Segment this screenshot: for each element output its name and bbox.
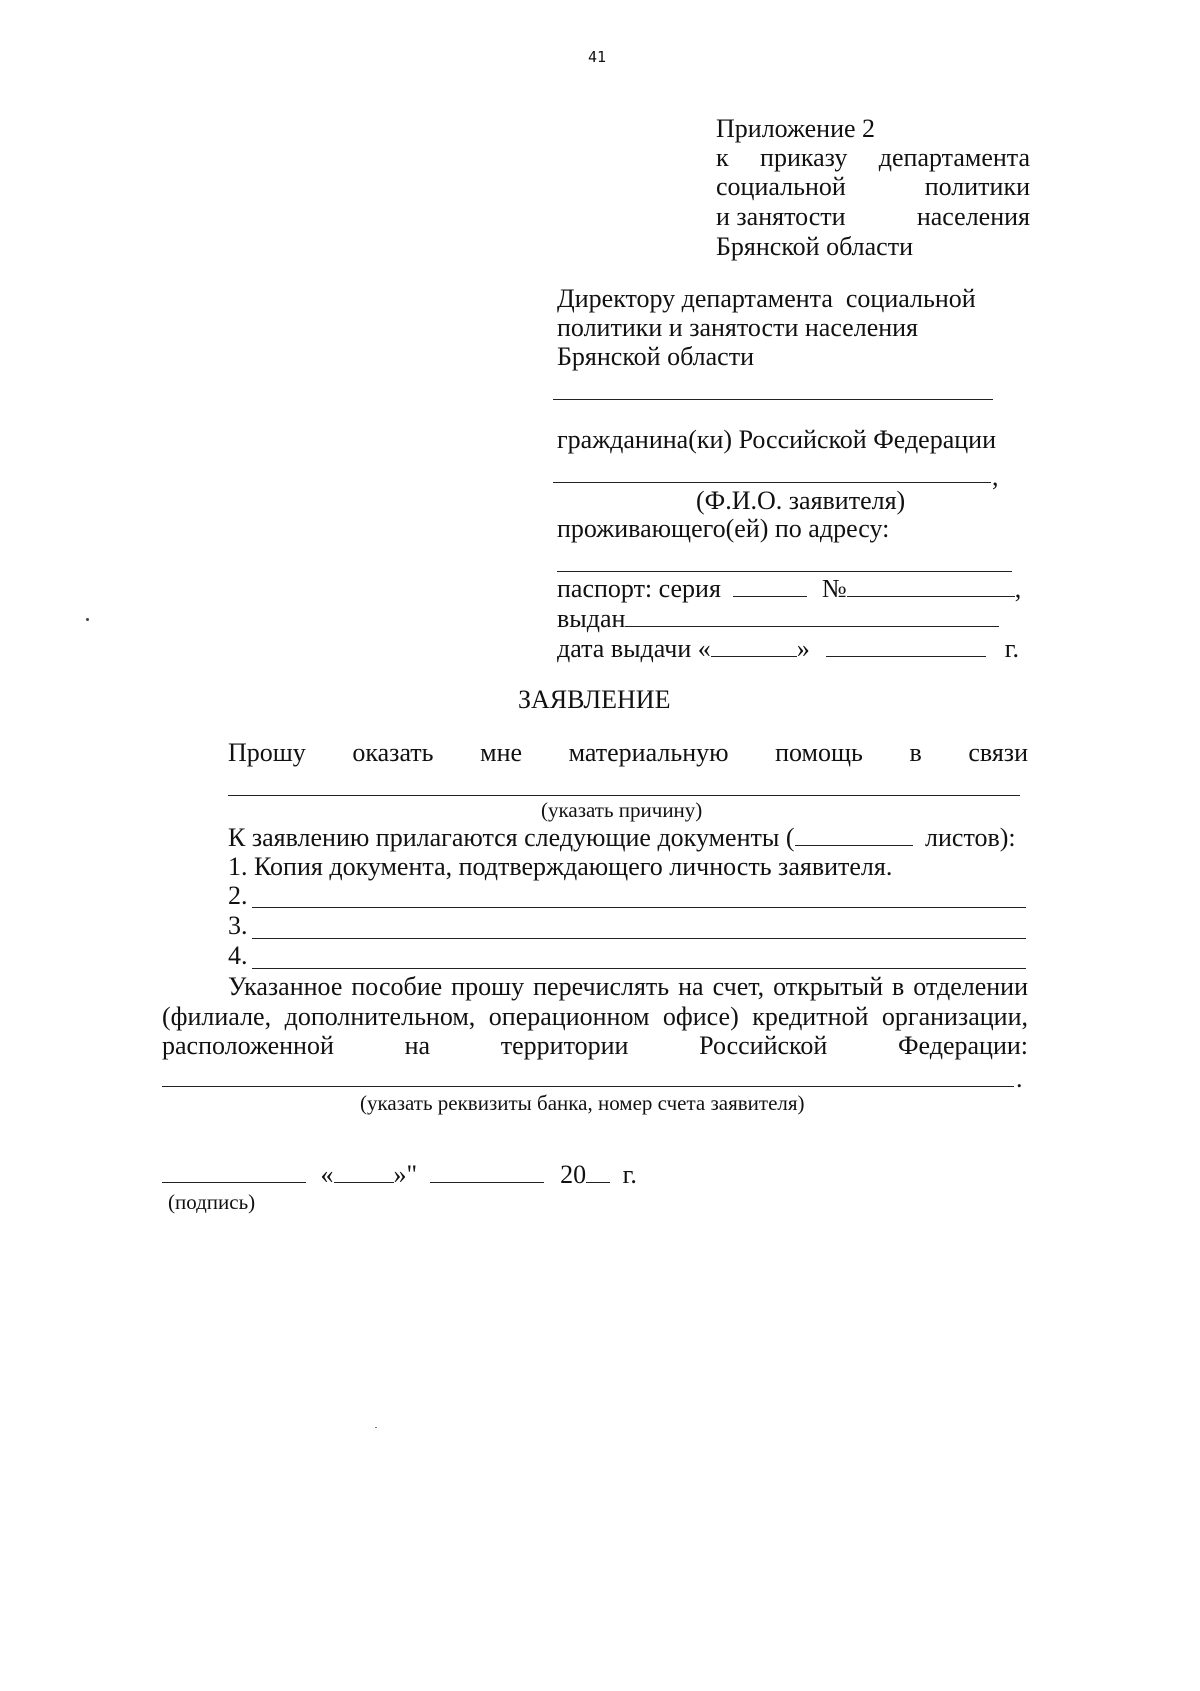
annex-line-4 <box>716 202 1030 232</box>
applicant-name-comma: , <box>992 462 999 491</box>
passport-comma: , <box>1014 574 1022 603</box>
word: расположенной <box>162 1031 334 1060</box>
word: Федерации: <box>897 1031 1028 1060</box>
sig-year-suffix: г. <box>622 1160 637 1189</box>
sig-year-prefix: 20 <box>560 1160 587 1189</box>
bank-caption: (указать реквизиты банка, номер счета заявителя) <box>360 1091 805 1115</box>
sig-day-field[interactable] <box>334 1160 394 1183</box>
word: к <box>716 143 729 172</box>
word: связи <box>968 738 1028 767</box>
word: помощь <box>775 738 863 767</box>
address-line[interactable] <box>557 571 1012 572</box>
scan-speck <box>86 618 89 621</box>
sig-close-quote: »" <box>393 1160 418 1189</box>
passport-series-row <box>557 574 1021 604</box>
bank-line-2: (филиале, дополнительном, операционном офисе) кредитной организации, <box>162 1002 1028 1031</box>
word: оказать <box>352 738 434 767</box>
sig-year-field[interactable] <box>586 1160 610 1183</box>
word: населения <box>916 202 1030 231</box>
bank-line-1: Указанное пособие прошу перечислять на счет, открытый в отделении <box>228 972 1028 1001</box>
reason-caption: (указать причину) <box>541 798 703 822</box>
attachments-intro-end: листов): <box>925 823 1016 852</box>
signature-row <box>162 1160 637 1190</box>
address-label: проживающего(ей) по адресу: <box>557 514 890 543</box>
attachment-item-3-label: 3. <box>228 911 248 940</box>
word: Прошу <box>228 738 306 767</box>
annex-line-3 <box>716 172 1030 202</box>
annex-title: Приложение 2 <box>716 114 876 143</box>
attachment-item-2-line[interactable] <box>252 907 1026 908</box>
bank-details-dot: . <box>1016 1064 1023 1093</box>
scan-speck <box>375 1427 377 1428</box>
annex-line-5: Брянской области <box>716 232 913 261</box>
passport-date-row <box>557 634 1019 664</box>
year-suffix: г. <box>1004 634 1020 663</box>
attachment-item-3-line[interactable] <box>252 938 1026 939</box>
sig-open-quote: « <box>320 1160 334 1189</box>
signature-field[interactable] <box>162 1160 306 1183</box>
issued-by-field[interactable] <box>625 604 999 627</box>
page-number: 41 <box>588 48 607 66</box>
sheet-count-field[interactable] <box>795 823 913 846</box>
sig-month-field[interactable] <box>430 1160 544 1183</box>
word: департамента <box>878 143 1030 172</box>
director-name-line[interactable] <box>553 399 993 400</box>
applicant-name-line[interactable] <box>553 482 991 483</box>
annex-line-2 <box>716 143 1030 173</box>
addressee-line-1: Директору департамента социальной <box>557 284 976 313</box>
attachment-item-4-line[interactable] <box>252 968 1026 969</box>
signature-caption: (подпись) <box>168 1190 256 1214</box>
passport-issued-row <box>557 604 999 634</box>
word: на <box>404 1031 431 1060</box>
document-title: ЗАЯВЛЕНИЕ <box>518 685 671 714</box>
word: территории <box>500 1031 629 1060</box>
attachment-item-2-label: 2. <box>228 881 248 910</box>
bank-line-3 <box>162 1031 1028 1061</box>
attachments-intro <box>228 823 1016 853</box>
date-label: дата выдачи « <box>557 634 711 663</box>
attachments-intro-text: К заявлению прилагаются следующие документы ( <box>228 823 795 852</box>
passport-series-label: паспорт: серия <box>557 574 721 603</box>
word: приказу <box>760 143 848 172</box>
attachment-item-4-label: 4. <box>228 941 248 970</box>
addressee-line-3: Брянской области <box>557 342 754 371</box>
word: Российской <box>699 1031 828 1060</box>
addressee-line-2: политики и занятости населения <box>557 313 919 342</box>
issued-label: выдан <box>557 604 626 633</box>
word: мне <box>480 738 523 767</box>
issue-day-field[interactable] <box>711 634 797 657</box>
request-line <box>228 738 1028 768</box>
word: в <box>909 738 922 767</box>
word: материальную <box>568 738 729 767</box>
passport-series-field[interactable] <box>733 574 807 597</box>
number-sign: № <box>821 574 847 603</box>
word: социальной <box>716 172 846 201</box>
reason-line[interactable] <box>228 795 1020 796</box>
passport-number-field[interactable] <box>847 574 1015 597</box>
fio-caption: (Ф.И.О. заявителя) <box>696 486 906 515</box>
issue-month-year-field[interactable] <box>826 634 986 657</box>
attachment-item-1: 1. Копия документа, подтверждающего личность заявителя. <box>228 852 893 881</box>
word: и занятости <box>716 202 846 231</box>
bank-details-line[interactable] <box>162 1086 1014 1087</box>
citizenship-label: гражданина(ки) Российской Федерации <box>557 425 997 454</box>
word: политики <box>924 172 1030 201</box>
date-close-quote: » <box>796 634 810 663</box>
